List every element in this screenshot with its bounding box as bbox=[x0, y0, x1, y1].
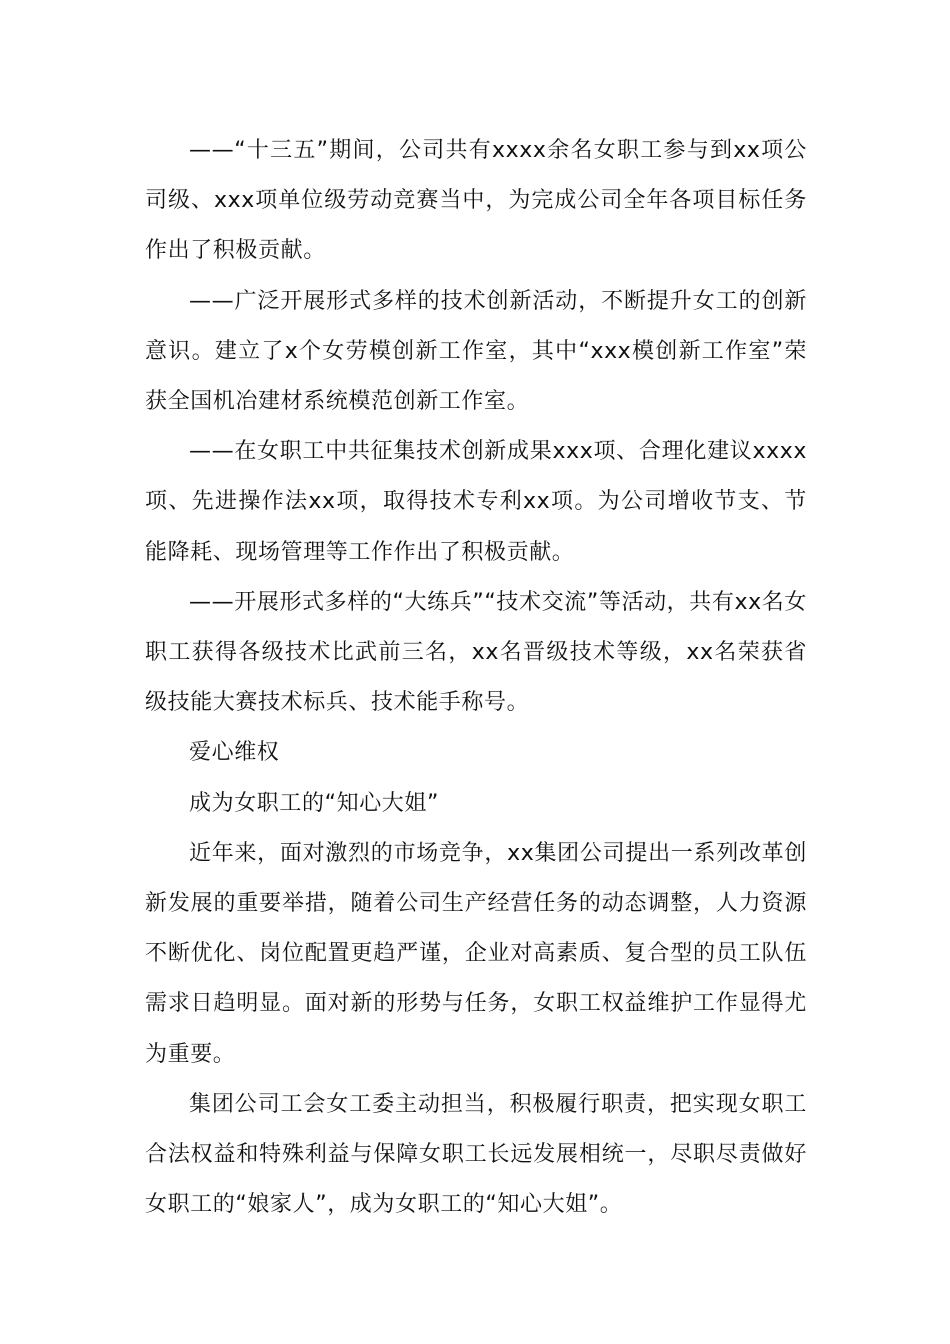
paragraph-achievement-results: ——在女职工中共征集技术创新成果xxx项、合理化建议xxxx项、先进操作法xx项，取得技术专利xx项。为公司增收节支、节能降耗、现场管理等工作作出了积极贡献。 bbox=[145, 439, 807, 565]
paragraph-achievement-competitions: ——“十三五”期间，公司共有xxxx余名女职工参与到xx项公司级、xxx项单位级劳动竞赛当中，为完成公司全年各项目标任务作出了积极贡献。 bbox=[145, 138, 807, 264]
document-body bbox=[145, 126, 807, 1230]
paragraph-achievement-innovation: ——广泛开展形式多样的技术创新活动，不断提升女工的创新意识。建立了x个女劳模创新工作室，其中“xxx模创新工作室”荣获全国机冶建材系统模范创新工作室。 bbox=[145, 288, 807, 415]
paragraph-responsibility: 集团公司工会女工委主动担当，积极履行职责，把实现女职工合法权益和特殊利益与保障女职工长远发展相统一，尽职尽责做好女职工的“娘家人”，成为女职工的“知心大姐”。 bbox=[145, 1091, 807, 1218]
section-subheading: 成为女职工的“知心大姐” bbox=[189, 790, 439, 816]
paragraph-achievement-skills: ——开展形式多样的“大练兵”“技术交流”等活动，共有xx名女职工获得各级技术比武前三名，xx名晋级技术等级，xx名荣获省级技能大赛技术标兵、技术能手称号。 bbox=[145, 589, 807, 716]
section-heading: 爱心维权 bbox=[189, 740, 280, 766]
paragraph-background: 近年来，面对激烈的市场竞争，xx集团公司提出一系列改革创新发展的重要举措，随着公司生产经营任务的动态调整，人力资源不断优化、岗位配置更趋严谨，企业对高素质、复合型的员工队伍需求日趋明显。面对新的形势与任务，女职工权益维护工作显得尤为重要。 bbox=[145, 840, 807, 1067]
